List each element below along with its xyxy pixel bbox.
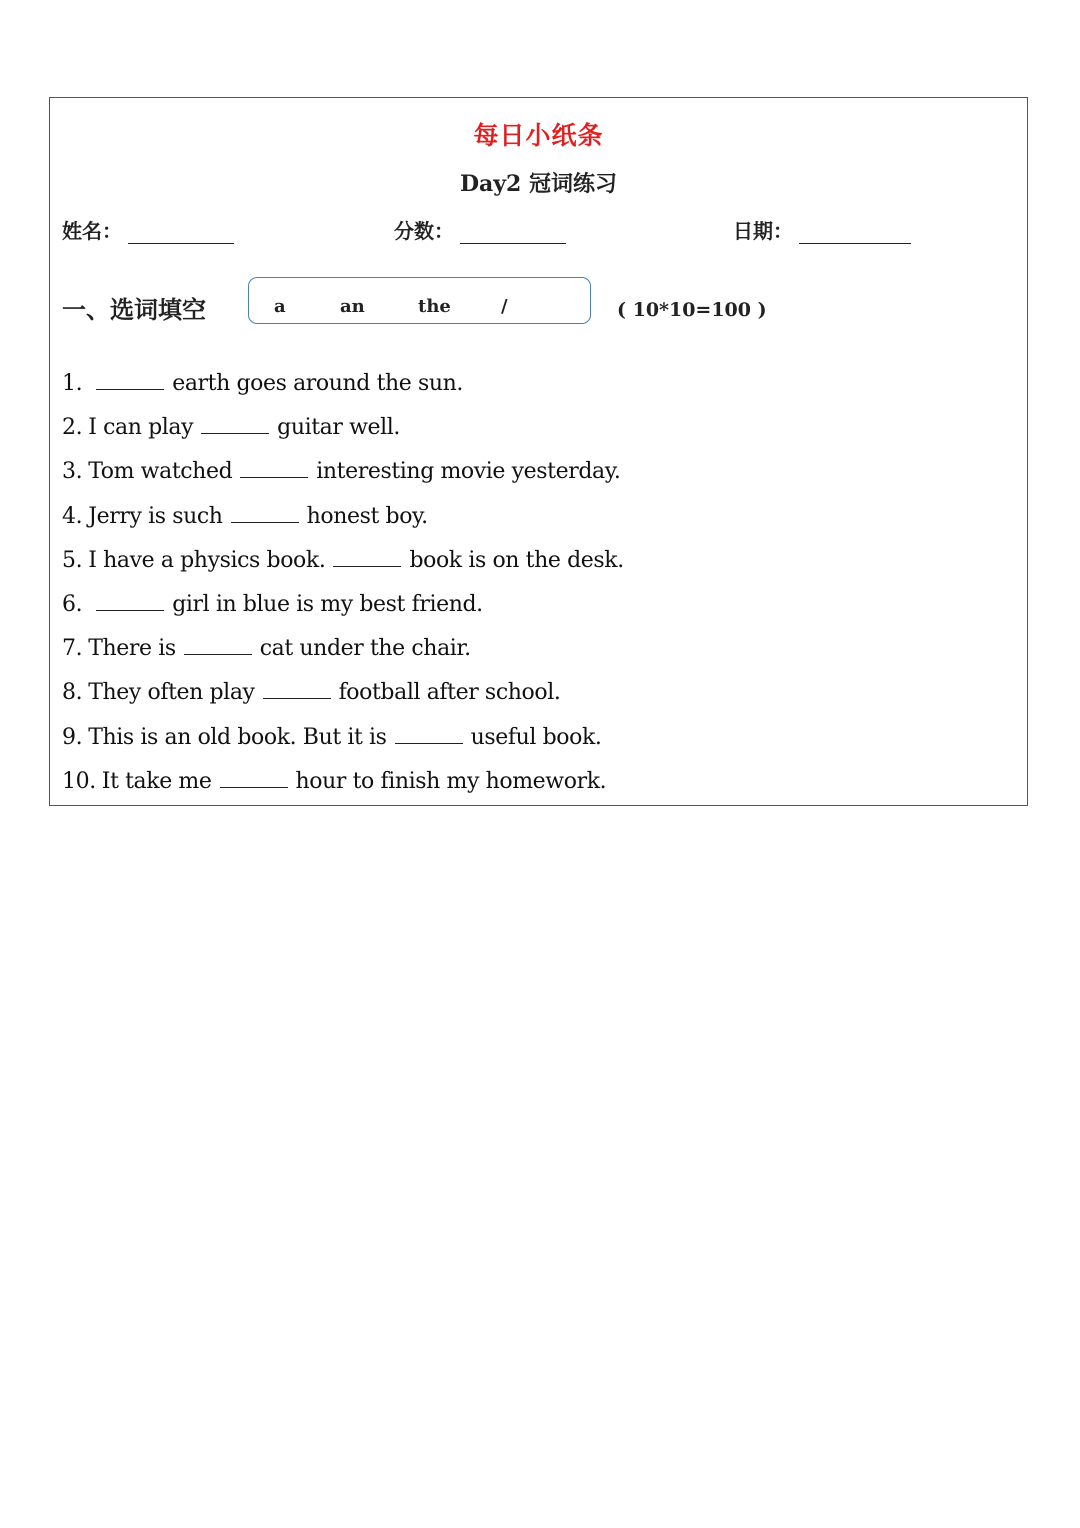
choice-word: / [501, 296, 508, 317]
name-field [62, 215, 234, 244]
question-number: 10. [62, 768, 96, 794]
question-item [62, 671, 1027, 715]
question-number: 5. [62, 547, 83, 573]
question-item [62, 406, 1027, 450]
subtitle-topic: 冠词练习 [529, 172, 618, 197]
question-text-before: Tom watched [88, 459, 233, 485]
date-field [733, 215, 911, 244]
question-text-before: This is an old book. But it is [88, 724, 387, 750]
question-number: 3. [62, 459, 83, 485]
worksheet [49, 97, 1028, 806]
question-number: 1. [62, 371, 83, 396]
answer-blank[interactable] [96, 592, 164, 611]
choice-word: an [340, 296, 365, 317]
choice-word: a [274, 296, 286, 317]
score-blank[interactable] [460, 221, 566, 244]
name-label: 姓名： [62, 219, 122, 243]
question-item [62, 760, 1027, 804]
question-text-before: It take me [101, 768, 212, 794]
choice-word: the [418, 296, 451, 317]
question-text-after: interesting movie yesterday. [316, 459, 621, 485]
question-text-after: honest boy. [306, 503, 428, 529]
question-text-before: Jerry is such [88, 503, 223, 529]
answer-blank[interactable] [184, 636, 252, 655]
question-text-after: book is on the desk. [409, 547, 624, 573]
question-text-after: cat under the chair. [259, 636, 471, 662]
word-choice-box [248, 277, 591, 324]
answer-blank[interactable] [220, 769, 288, 788]
question-item [62, 583, 1027, 627]
question-item [62, 495, 1027, 539]
question-item [62, 716, 1027, 760]
date-blank[interactable] [799, 221, 911, 244]
question-item [62, 627, 1027, 671]
subtitle-day: Day2 [459, 171, 522, 197]
name-blank[interactable] [128, 221, 234, 244]
question-text-after: hour to finish my homework. [295, 768, 607, 794]
question-text-after: football after school. [338, 680, 561, 706]
answer-blank[interactable] [395, 725, 463, 744]
question-number: 2. [62, 415, 83, 441]
answer-blank[interactable] [240, 459, 308, 478]
question-number: 7. [62, 636, 83, 662]
score-field [394, 215, 566, 244]
question-text-before: I have a physics book. [88, 547, 326, 573]
question-number: 9. [62, 724, 83, 750]
question-text-before: I can play [88, 415, 194, 441]
question-text-after: earth goes around the sun. [172, 371, 464, 396]
question-text-after: useful book. [470, 724, 602, 750]
question-text-after: guitar well. [277, 415, 401, 441]
question-list [62, 362, 1027, 804]
question-item [62, 539, 1027, 583]
question-text-before: They often play [88, 680, 255, 706]
answer-blank[interactable] [333, 548, 401, 567]
score-note: ( 10*10=100 ) [617, 299, 767, 321]
answer-blank[interactable] [263, 680, 331, 699]
question-text-before: There is [88, 636, 176, 662]
answer-blank[interactable] [231, 504, 299, 523]
answer-blank[interactable] [96, 371, 164, 390]
worksheet-subtitle [50, 167, 1027, 198]
worksheet-title: 每日小纸条 [473, 121, 604, 150]
answer-blank[interactable] [201, 415, 269, 434]
question-text-after: girl in blue is my best friend. [172, 591, 483, 617]
section-title: 一、选词填空 [62, 296, 206, 324]
question-number: 6. [62, 591, 83, 617]
score-label: 分数： [394, 219, 454, 243]
question-number: 4. [62, 503, 83, 529]
question-number: 8. [62, 680, 83, 706]
date-label: 日期： [733, 219, 793, 243]
question-item [62, 450, 1027, 494]
question-item [62, 362, 1027, 406]
